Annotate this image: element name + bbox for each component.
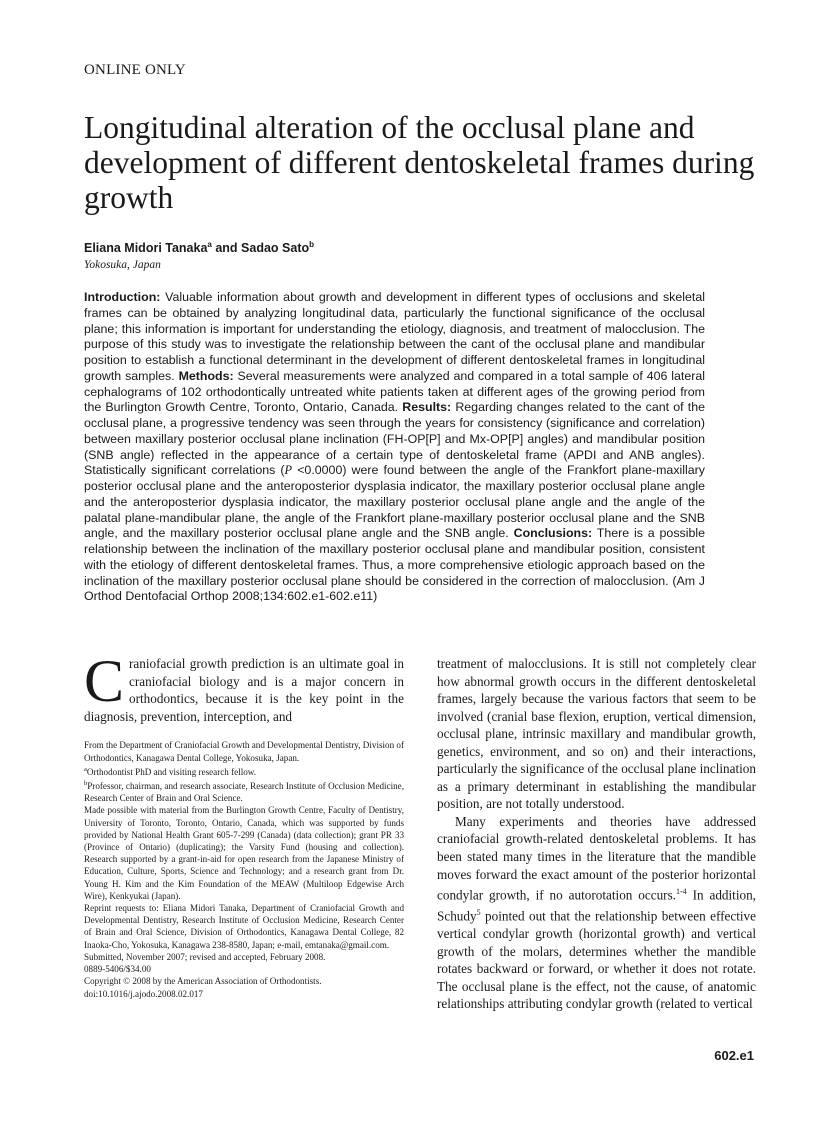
abstract-introduction-label: Introduction: [84, 290, 161, 304]
body-text: pointed out that the relationship between effective vertical condylar growth (horizontal growth) and vertical growth of the molars, determines whether the mandible rotates backward or forward, or whether it does not rotate. The occlusal plane is the effect, not the cause, of anatomic relationships attributing condylar growth (related to vertical [437, 908, 756, 1012]
abstract-results-label: Results: [402, 400, 452, 415]
body-text: In addition, Schudy [437, 887, 756, 924]
body-text: Many experiments and theories have addressed craniofacial growth-related dentoskeletal problems. It has been stated many times in the literature that the mandible moves forward the exact amount of the posterior horizontal condylar growth, if no autorotation occurs. [437, 813, 756, 903]
right-column [437, 655, 756, 1013]
author-name: Eliana Midori Tanaka [84, 241, 208, 256]
footnote-affiliation: From the Department of Craniofacial Growth and Developmental Dentistry, Division of Orthodontics, Kanagawa Dental College, Yokosuka, Japan. [84, 740, 404, 763]
footnotes [84, 739, 404, 999]
author-name: and Sadao Sato [211, 241, 310, 256]
abstract-results-text: Regarding changes related to the cant of the occlusal plane, a progressive tendency was seen through the years for consistency (significance and correlation) between maxillary posterior occlusal plane inclination (FH-OP[P] and Mx-OP[P] angles) and mandibular position (SNB angle) reflected in the appearance of a certain type of dentoskeletal frame (APDI and ANB angles). Statistically significant correlations ( [84, 400, 706, 478]
footnote-doi: doi:10.1016/j.ajodo.2008.02.017 [84, 988, 203, 999]
article-title: Longitudinal alteration of the occlusal plane and development of different dentoskeletal frames during growth [84, 110, 755, 215]
abstract-methods-label: Methods: [178, 368, 234, 383]
abstract-conclusions-text: There is a possible relationship between the inclination of the maxillary posterior occlusal plane and mandibular position, consistent with the etiology of different dentoskeletal frames. Thus, a more comprehensive etiologic approach based on the inclination of the maxillary posterior occlusal plane should be considered in the correction of malocclusion. [84, 526, 705, 588]
author-location: Yokosuka, Japan [84, 259, 161, 271]
footnote-b [84, 778, 404, 804]
abstract-methods-text: Several measurements were analyzed and compared in a total sample of 406 lateral cephalograms of 102 orthodontically untreated white patients taken at different ages of the growing period from the Burlington Growth Centre, Toronto, Ontario, Canada. [84, 368, 706, 415]
intro-text: raniofacial growth prediction is an ultimate goal in craniofacial biology and is a major concern in orthodontics, because it is the key point in the diagnosis, prevention, interception, and [84, 656, 404, 724]
footnote-submitted: Submitted, November 2007; revised and accepted, February 2008. [84, 951, 326, 962]
footnote-text: Professor, chairman, and research associate, Research Institute of Occlusion Medicine, Research Center of Brain and Oral Science. [84, 781, 404, 804]
abstract-citation: (Am J Orthod Dentofacial Orthop 2008;134:602.e1-602.e11) [84, 573, 705, 604]
p-value-symbol: P [284, 463, 293, 478]
body-paragraph-2 [437, 813, 756, 1013]
author-line [84, 240, 314, 255]
abstract-introduction-text: Valuable information about growth and development in different types of occlusions and skeletal frames can be obtained by analyzing longitudinal data, particularly the functional significance of the occlusal plane; this information is important for understanding the etiology, diagnosis, and treatment of malocclusion. The purpose of this study was to investigate the relationship between the cant of the occlusal plane and mandibular position to establish a functional determinant in the development of different dentoskeletal frames in longitudinal growth samples. [84, 290, 705, 383]
footnote-text: Orthodontist PhD and visiting research fellow. [86, 766, 257, 777]
reference-superscript: 5 [476, 908, 481, 918]
footnote-copyright: Copyright © 2008 by the American Association of Orthodontists. [84, 976, 322, 987]
abstract-results-text: <0.0000) were found between the angle of the Frankfort plane-maxillary posterior occlusal plane and the anteroposterior dysplasia indicator, the maxillary posterior occlusal plane angle and the anteroposterior dysplasia indicator, the maxillary posterior occlusal plane angle and the angle of the palatal plane-mandibular plane, the angle of the Frankfort plane-maxillary posterior occlusal plane and the SNB angle, and the maxillary posterior occlusal plane angle and the SNB angle. [84, 463, 705, 541]
affiliation-mark: a [207, 240, 212, 249]
drop-cap: C [84, 648, 125, 714]
footnote-funding: Made possible with material from the Burlington Growth Centre, Faculty of Dentistry, University of Toronto, Toronto, Ontario, Canada, which was supported by funds provided by National Health Grant 605-7-299 (Canada) (data collection); grant PR 33 (Province of Ontario) (duplicating); the Varsity Fund (housing and collection). Research supported by a grant-in-aid for open research from the Japanese Ministry of Education, Culture, Sports, Science and Technology; and a research grant from Dr. Young H. Kim and the Kim Foundation of the MEAW (Multiloop Edgewise Arch Wire), Kenkyukai (Japan). [84, 805, 404, 901]
footnote-issn: 0889-5406/$34.00 [84, 964, 151, 975]
section-label: ONLINE ONLY [84, 62, 186, 78]
body-paragraph-1: treatment of malocclusions. It is still not completely clear how abnormal growth occurs in the different dentoskeletal frames, largely because the various factors that seem to be involved (cranial base flexion, eruption, vertical dimension, occlusal plane, intrinsic maxillary and mandibular growth, genetics, environment, and so on) and their interactions, particularly the significance of the occlusal plane inclination as a primary determinant in establishing the mandibular position, are not totally understood. [437, 656, 756, 812]
intro-paragraph [84, 648, 404, 725]
affiliation-mark: b [309, 240, 315, 249]
page-number: 602.e1 [714, 1048, 754, 1063]
abstract-conclusions-label: Conclusions: [513, 526, 593, 541]
left-column [84, 648, 404, 1000]
reference-superscript: 1-4 [676, 887, 687, 897]
footnote-reprint: Reprint requests to: Eliana Midori Tanaka, Department of Craniofacial Growth and Developmental Dentistry, Research Institute of Occlusion Medicine, Research Center of Brain and Oral Science, Division of Orthodontics, Kanagawa Dental College, 82 Inaoka-Cho, Yokosuka, Kanagawa 238-8580, Japan; e-mail, emtanaka@gmail.com. [84, 903, 404, 950]
footnote-a [84, 764, 404, 778]
footnote-mark: b [84, 780, 88, 788]
footnote-mark: a [84, 765, 87, 773]
abstract [84, 290, 705, 605]
